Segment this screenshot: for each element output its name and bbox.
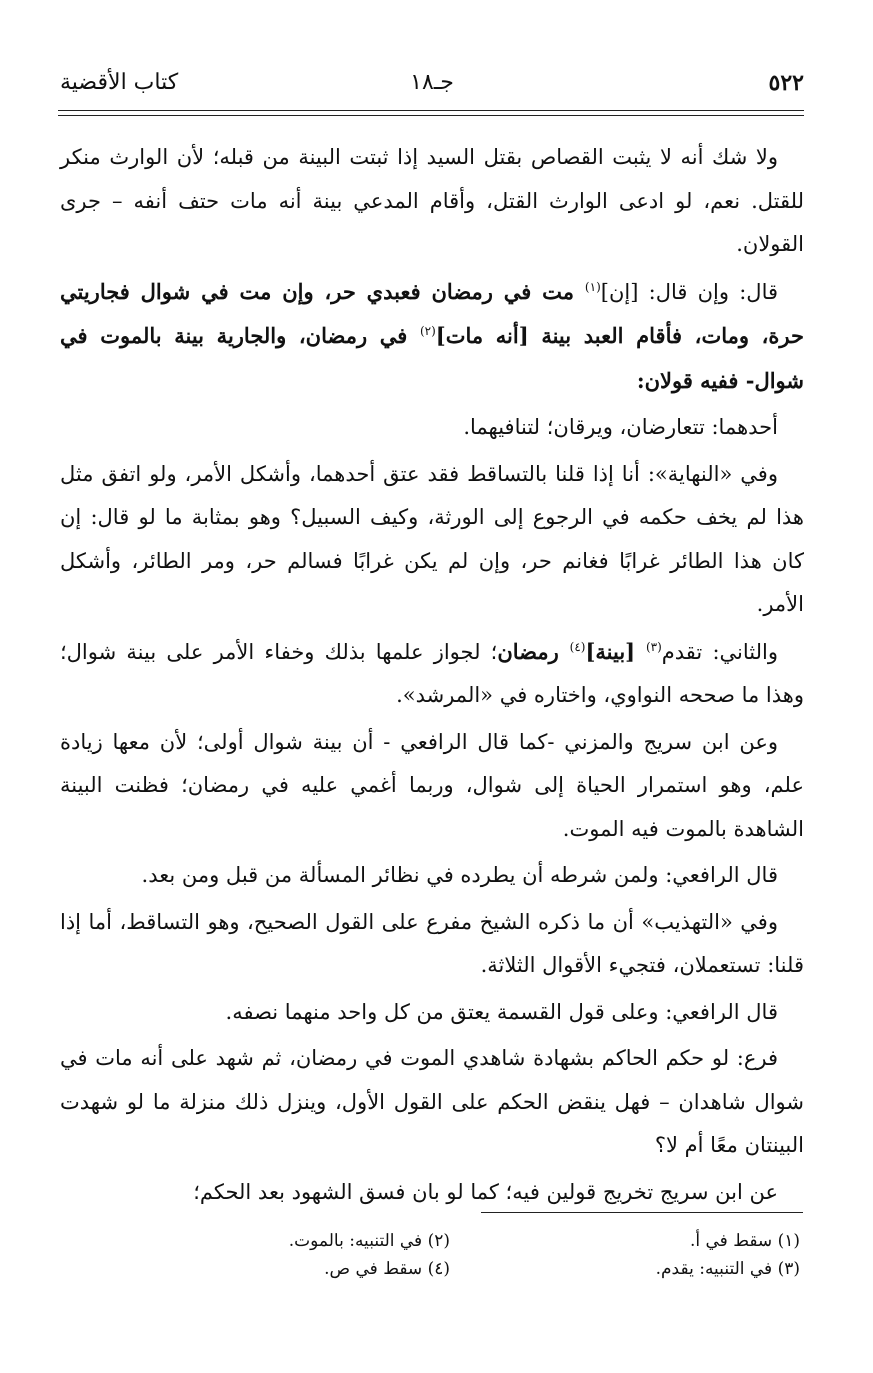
bold-text-segment: مت في رمضان فعبدي حر، وإن مت في شوال فجاريتي حرة، ومات، فأقام العبد بينة [أنه مات] [60, 278, 805, 348]
book-title: كتاب الأقضية [60, 70, 179, 95]
footnote-3: (٣) في التنبيه: يقدم. [655, 1259, 800, 1279]
footnote-2: (٢) في التنبيه: بالموت. [288, 1231, 450, 1251]
paragraph [60, 1037, 804, 1168]
paragraph [60, 854, 804, 898]
page-number: ٥٢٢ [768, 70, 804, 96]
text-segment: ؛ لجواز علمها بذلك وخفاء الأمر على بينة شوال؛ وهذا ما صححه النواوي، واختاره في «المرشد». [60, 639, 804, 707]
text-segment: قال الرافعي: ولمن شرطه أن يطرده في نظائر المسألة من قبل ومن بعد. [141, 863, 778, 887]
paragraph [60, 270, 804, 404]
text-segment: عن ابن سريج تخريج قولين فيه؛ كما لو بان فسق الشهود بعد الحكم؛ [193, 1179, 778, 1204]
bold-text-segment: رمضان [497, 638, 570, 664]
footnotes [255, 1226, 800, 1296]
text-segment: والثاني: تقدم [661, 639, 779, 664]
text-segment: وفي «التهذيب» أن ما ذكره الشيخ مفرع على القول الصحيح، وهو التساقط، أما إذا قلنا: تستعملان، فتجيء الأقوال الثلاثة. [60, 909, 804, 977]
header-rule-top [58, 110, 804, 111]
paragraph [60, 453, 804, 627]
paragraph [60, 721, 804, 852]
text-segment: ولا شك أنه لا يثبت القصاص بقتل السيد إذا ثبتت البينة من قبله؛ لأن الوارث منكر للقتل. نعم، لو ادعى الوارث القتل، وأقام المدعي بينة أنه مات حتف أنفه – جرى القولان. [60, 145, 804, 256]
paragraph [60, 991, 804, 1035]
text-segment: وفي «النهاية»: أنا إذا قلنا بالتساقط فقد عتق أحدهما، وأشكل الأمر، ولو اتفق مثل هذا لم يخف حكمه في الرجوع إلى الورثة، وكيف السبيل؟ وهو بمثابة ما لو قال: إن كان هذا الطائر غرابًا فغانم حر، وإن لم يكن غرابًا فسالم حر، ومر الطائر، وأشكل الأمر. [60, 461, 804, 616]
text-segment: وعن ابن سريج والمزني -كما قال الرافعي - أن بينة شوال أولى؛ لأن معها زيادة علم، وهو استمرار الحياة إلى شوال، وربما أغمي عليه في رمضان؛ فظنت البينة الشاهدة بالموت فيه الموت. [60, 729, 804, 841]
footnote-1: (١) سقط في أ. [689, 1231, 800, 1251]
paragraph [60, 901, 804, 988]
footnote-marker: (٣) [645, 639, 662, 654]
text-segment: قال الرافعي: وعلى قول القسمة يعتق من كل واحد منهما نصفه. [225, 999, 778, 1024]
footnote-marker: (٤) [569, 639, 586, 654]
text-segment: فرع: لو حكم الحاكم بشهادة شاهدي الموت في رمضان، ثم شهد على أنه مات في شوال شاهدان – فهل ينقض الحكم على القول الأول، وينزل ذلك منزلة ما لو شهدت البينتان معًا أم لا؟ [60, 1046, 804, 1157]
footnote-marker: (٢) [419, 324, 436, 338]
text-segment: أحدهما: تتعارضان، ويرقان؛ لتنافيهما. [463, 415, 778, 439]
paragraph [60, 630, 804, 718]
header-rule-bottom [58, 115, 804, 116]
text-segment: قال: وإن قال: [إن] [600, 279, 779, 304]
paragraph [60, 406, 804, 450]
footnote-4: (٤) سقط في ص. [324, 1259, 450, 1279]
bold-text-segment: في رمضان، والجارية بينة بالموت في شوال- ففيه قولان: [60, 323, 804, 393]
bold-text-segment: [بينة] [585, 638, 646, 664]
paragraph [60, 1171, 804, 1215]
main-text [60, 136, 804, 1217]
footnote-separator [481, 1212, 803, 1213]
paragraph [60, 136, 804, 267]
running-header [60, 62, 804, 102]
footnote-marker: (١) [584, 279, 601, 294]
volume-number: جـ١٨ [410, 70, 454, 95]
